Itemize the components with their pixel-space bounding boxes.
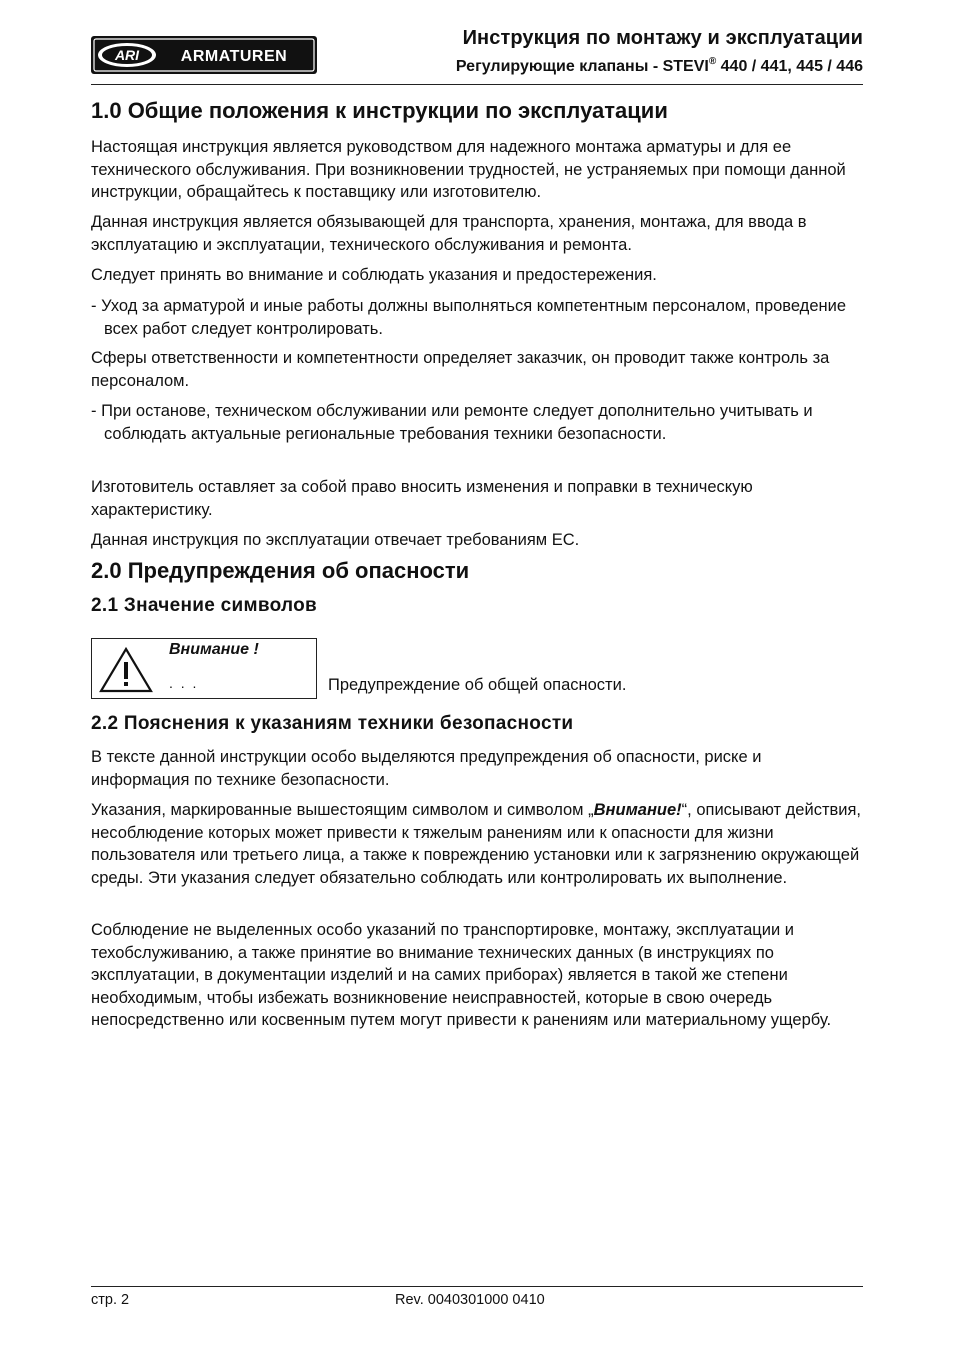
logo-ari-text: ARI (114, 47, 140, 63)
registered-mark: ® (708, 56, 717, 67)
section-1-paragraph-8: Данная инструкция по эксплуатации отвечает требованиям ЕС. (91, 531, 580, 549)
footer-divider (91, 1286, 863, 1287)
footer-page-number: стр. 2 (91, 1292, 130, 1308)
section-2-paragraph-3: Соблюдение не выделенных особо указаний по транспортировке, монтажу, эксплуатации и техобслуживанию, а также принятие во внимание технических данных (в инструкциях по эксплуатации, в документации изделий и на самих приборах) является в такой же степени необходимым, чтобы избежать возникновение неисправностей, которые в свою очередь непосредственно или косвенным путем могут привести к ранениям или материальному ущербу. (91, 921, 832, 1029)
warning-triangle-icon (98, 646, 154, 694)
document-page (91, 0, 863, 1351)
section-1-paragraph-3: Следует принять во внимание и соблюдать указания и предостережения. (91, 266, 657, 284)
warning-symbol-box (91, 638, 317, 699)
section-1-paragraph-2: Данная инструкция является обязывающей для транспорта, хранения, монтажа, для ввода в эксплуатацию и эксплуатации, технического обслуживания и ремонта. (91, 213, 807, 254)
logo-armaturen-text: ARMATUREN (180, 48, 288, 65)
header-subtitle: Регулирующие клапаны - STEVI® 440 / 441, 445 / 446 (455, 56, 863, 75)
section-2-heading: 2.0 Предупреждения об опасности (91, 558, 470, 583)
header-title: Инструкция по монтажу и эксплуатации (462, 27, 863, 49)
warning-dots: . . . (169, 675, 199, 691)
footer-revision: Rev. 0040301000 0410 (395, 1292, 545, 1308)
section-2-2-heading: 2.2 Пояснения к указаниям техники безопасности (91, 713, 574, 734)
attention-emphasis: Внимание! (593, 801, 682, 819)
section-1-bullet-1: - Уход за арматурой и иные работы должны выполняться компетентным персоналом, проведение всех работ следует контролировать. (91, 297, 846, 338)
warning-title: Внимание ! (169, 641, 259, 658)
section-1-paragraph-5: Сферы ответственности и компетентности определяет заказчик, он проводит также контроль за персоналом. (91, 349, 830, 390)
section-2-paragraph-2: Указания, маркированные вышестоящим символом и символом „Внимание!“, описывают действия, несоблюдение которых может привести к тяжелым ранениям или к опасности для жизни пользователя или третьего лица, а также к повреждению установки или к загрязнению окружающей среды. Эти указания следует обязательно соблюдать или контролировать их выполнение. (91, 801, 862, 887)
section-2-paragraph-1: В тексте данной инструкции особо выделяются предупреждения об опасности, риске и информация по технике безопасности. (91, 748, 762, 789)
warning-description: Предупреждение об общей опасности. (328, 676, 627, 694)
ari-armaturen-logo (91, 36, 317, 74)
section-1-paragraph-7: Изготовитель оставляет за собой право вносить изменения и поправки в техническую характеристику. (91, 478, 753, 519)
page-header (91, 27, 863, 85)
section-2-1-heading: 2.1 Значение символов (91, 595, 318, 616)
section-1-paragraph-1: Настоящая инструкция является руководством для надежного монтажа арматуры и для ее технического обслуживания. При возникновении трудностей, не устраняемых при помощи данной инструкции, обращайтесь к поставщику или изготовителю. (91, 138, 846, 201)
section-1-bullet-2: - При останове, техническом обслуживании или ремонте следует дополнительно учитывать и соблюдать актуальные региональные требования техники безопасности. (91, 402, 813, 443)
section-1-heading: 1.0 Общие положения к инструкции по эксплуатации (91, 98, 668, 123)
